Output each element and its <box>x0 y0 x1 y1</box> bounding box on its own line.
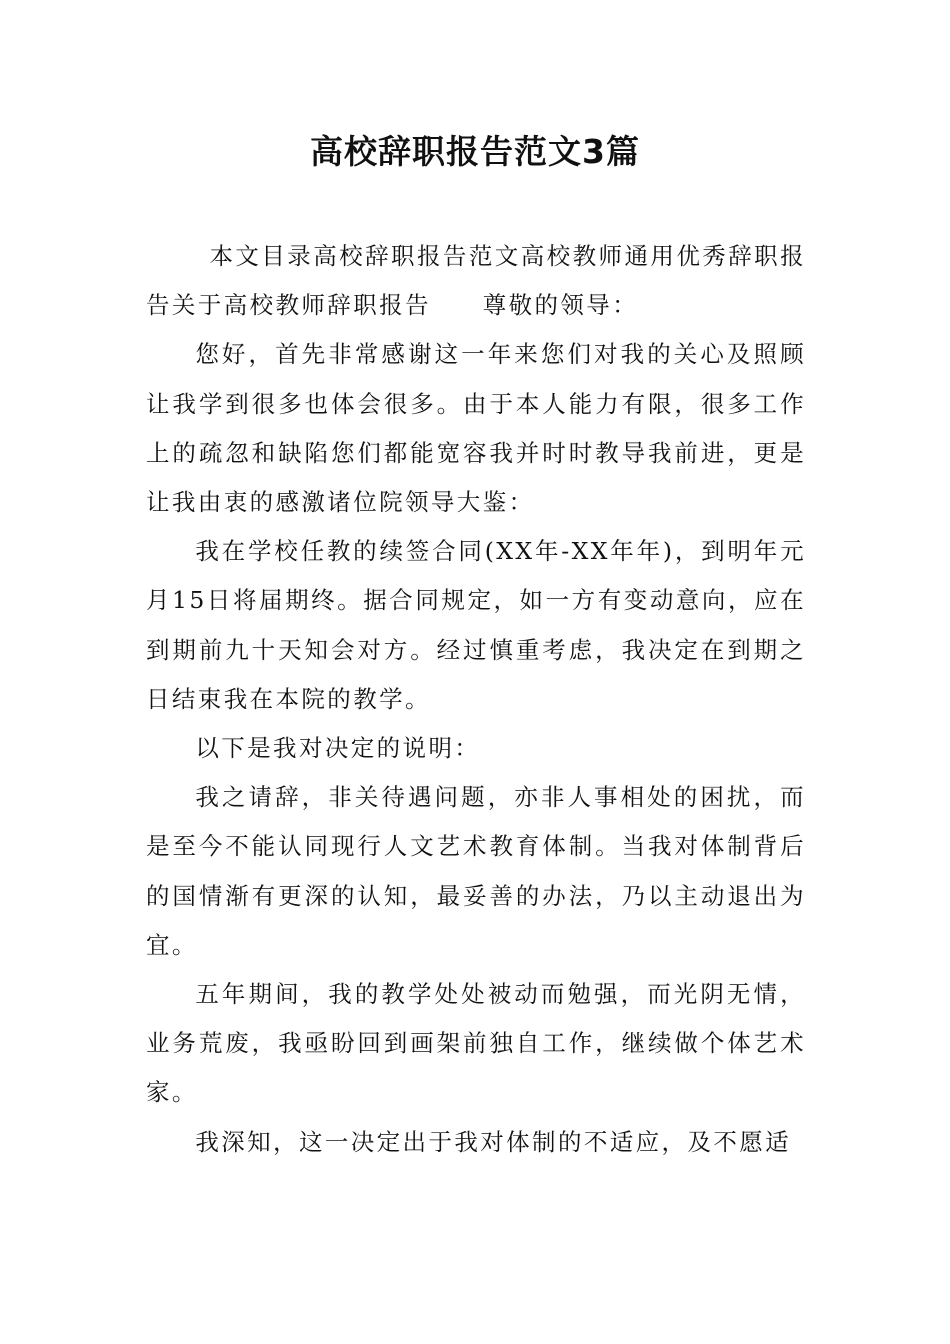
paragraph-contract: 我在学校任教的续签合同(XX年-XX年年)，到明年元月15日将届期终。据合同规定，如一方有变动意向，应在到期前九十天知会对方。经过慎重考虑，我决定在到期之日结束我在本院的教学。 <box>146 537 806 713</box>
paragraph-explanation-intro: 以下是我对决定的说明： <box>195 734 481 763</box>
paragraph-table-of-contents: 本文目录高校辞职报告范文高校教师通用优秀辞职报告关于高校教师辞职报告 尊敬的领导： <box>146 242 806 320</box>
paragraph-awareness: 我深知，这一决定出于我对体制的不适应，及不愿适 <box>195 1127 792 1156</box>
paragraph-five-years: 五年期间，我的教学处处被动而勉强，而光阴无情，业务荒废，我亟盼回到画架前独自工作，继续做个体艺术家。 <box>146 980 806 1107</box>
document-title: 高校辞职报告范文3篇 <box>310 132 640 171</box>
paragraph-reason: 我之请辞，非关待遇问题，亦非人事相处的困扰，而是至今不能认同现行人文艺术教育体制。当我对体制背后的国情渐有更深的认知，最妥善的办法，乃以主动退出为宜。 <box>146 783 806 959</box>
document-body <box>146 232 806 1167</box>
paragraph-greeting: 您好，首先非常感谢这一年来您们对我的关心及照顾让我学到很多也体会很多。由于本人能力有限，很多工作上的疏忽和缺陷您们都能宽容我并时时教导我前进，更是让我由衷的感激诸位院领导大鉴： <box>146 340 806 517</box>
